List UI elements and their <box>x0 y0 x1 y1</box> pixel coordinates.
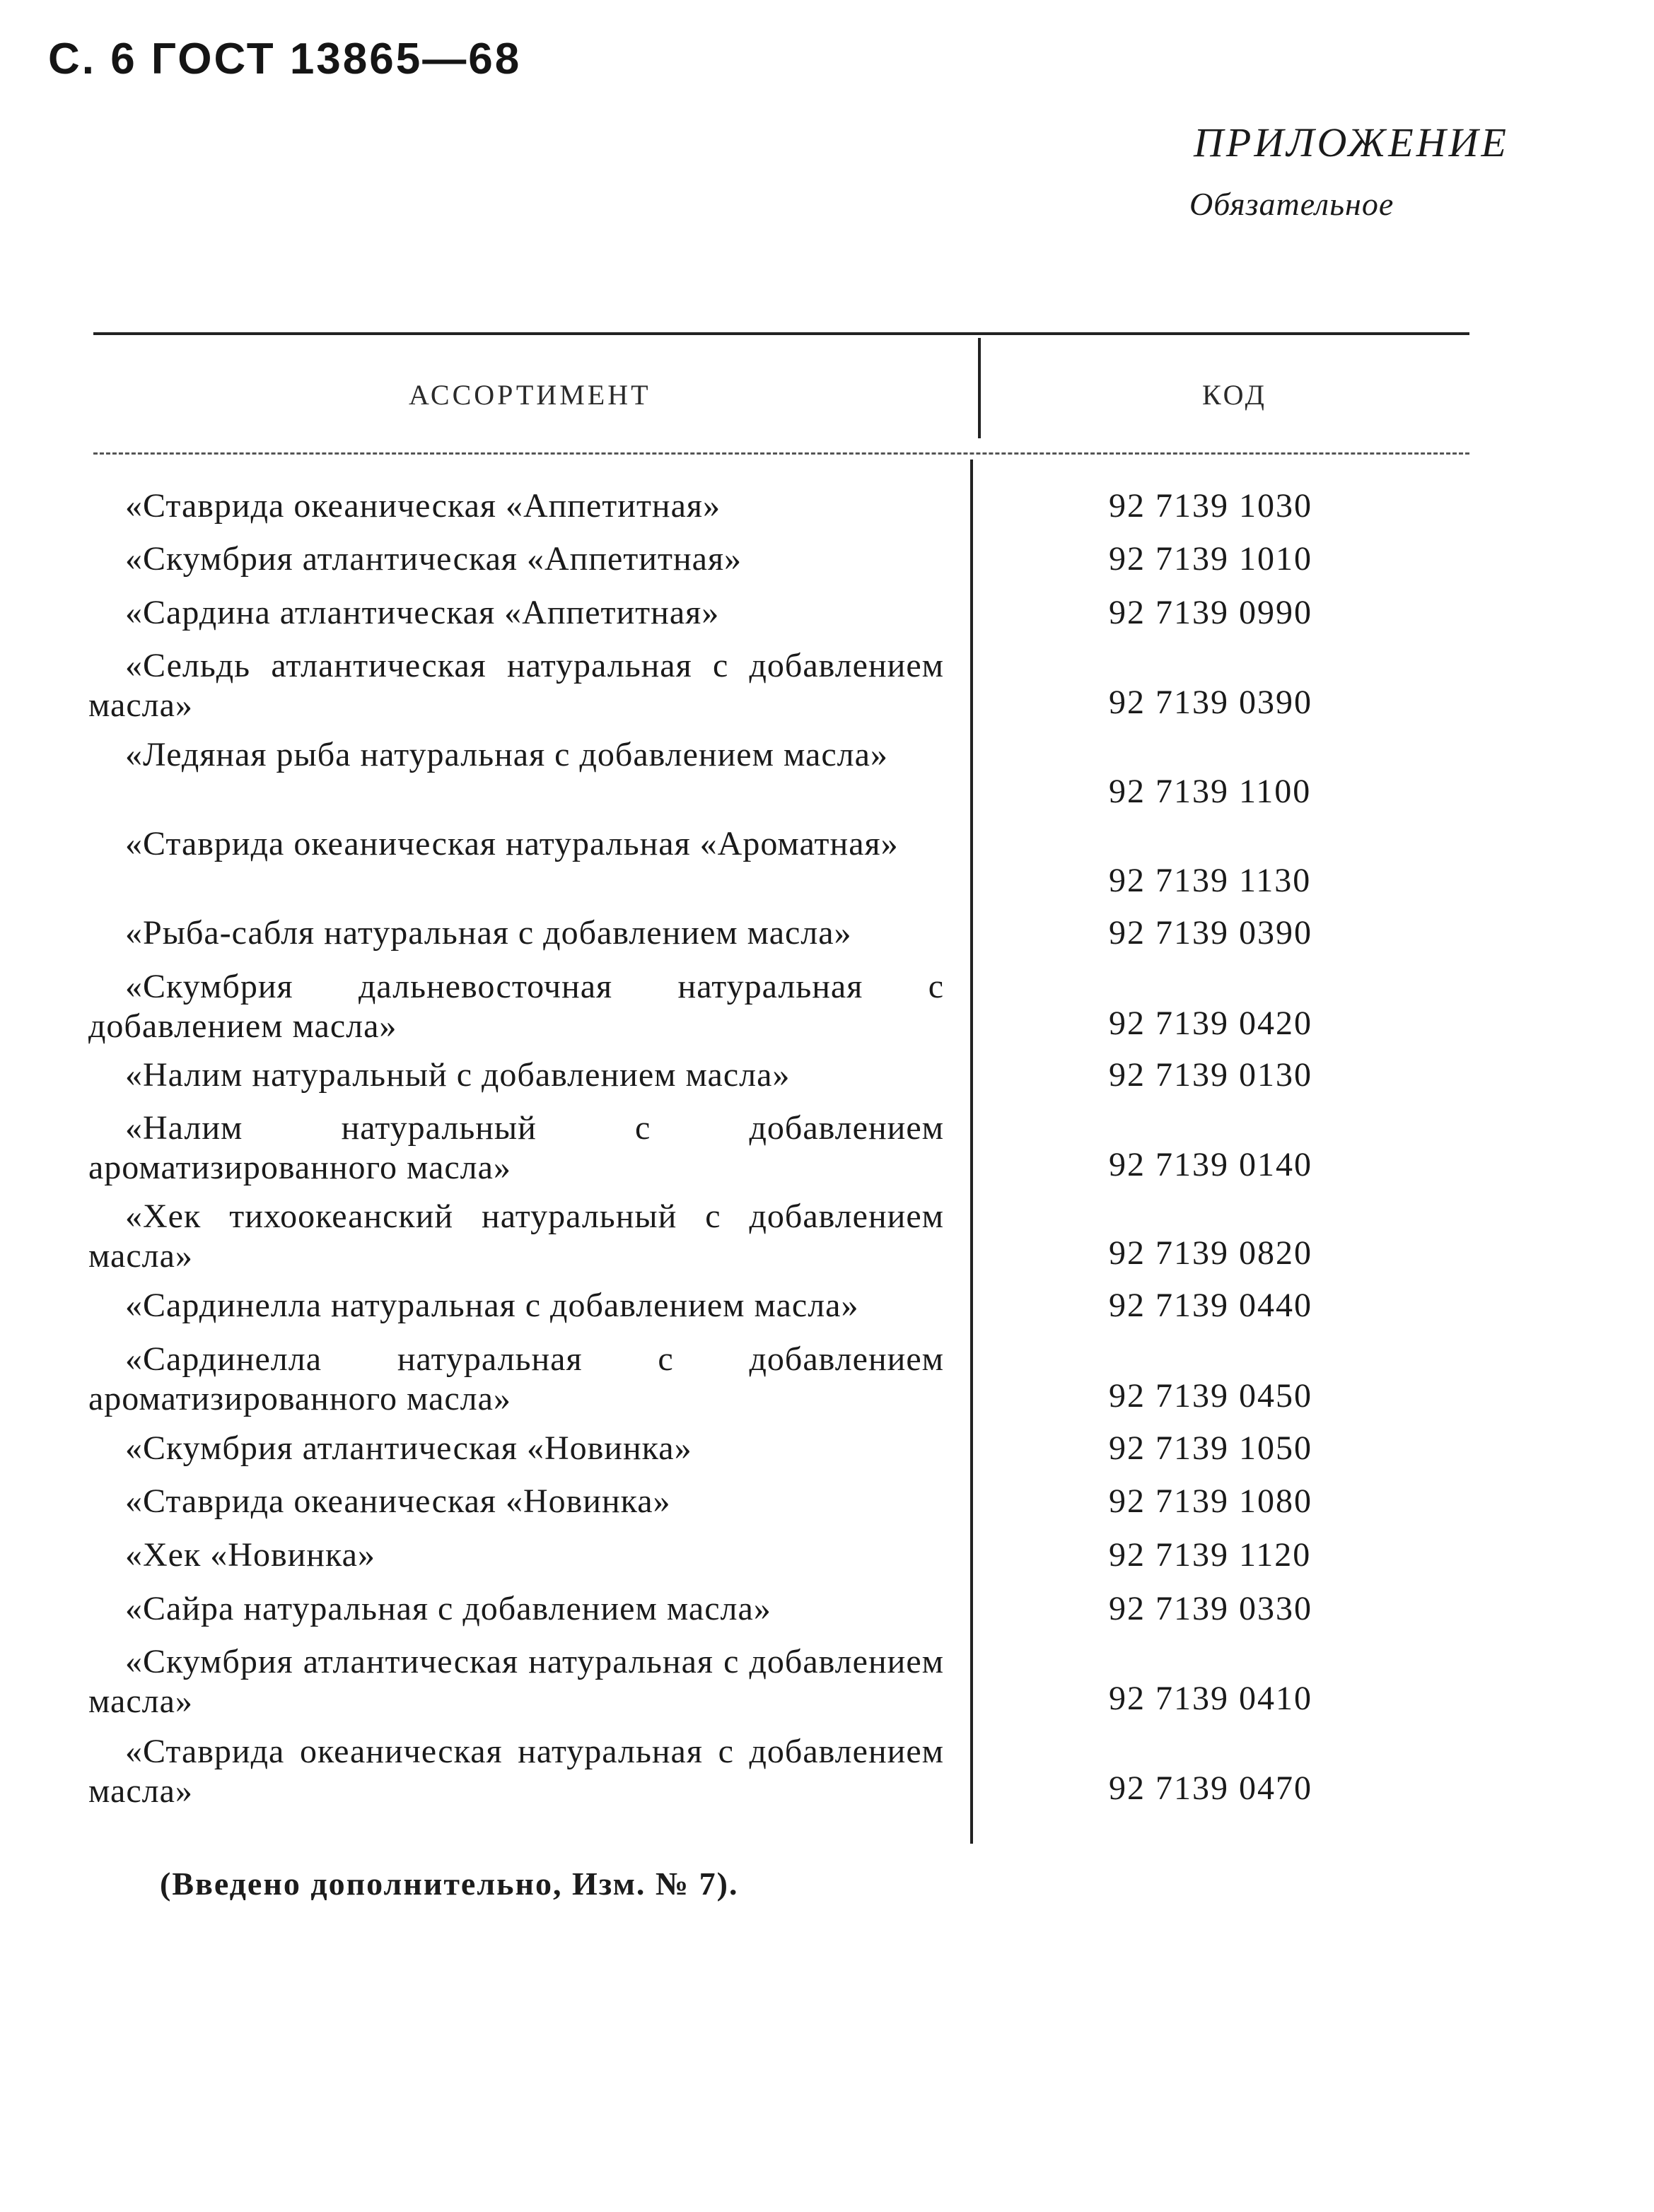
row-code: 92 7139 1130 <box>1109 862 1312 899</box>
row-code: 92 7139 1100 <box>1109 773 1312 810</box>
row-code: 92 7139 1030 <box>1109 487 1312 525</box>
body-column-divider <box>970 460 973 1844</box>
row-code: 92 7139 0410 <box>1109 1680 1312 1717</box>
row-name: «Ставрида океаническая натуральная с добавлением масла» <box>88 1733 944 1810</box>
row-name: «Сардинелла натуральная с добавлением масла» <box>125 1287 859 1324</box>
row-name: «Хек тихоокеанский натуральный с добавлением масла» <box>88 1198 944 1275</box>
row-code: 92 7139 0420 <box>1109 1005 1312 1042</box>
amendment-note: (Введено дополнительно, Изм. № 7). <box>160 1866 739 1902</box>
header-column-divider <box>978 338 981 438</box>
row-name: «Сайра натуральная с добавлением масла» <box>125 1590 771 1627</box>
row-name: «Налим натуральный с добавлением масла» <box>125 1056 791 1094</box>
row-code: 92 7139 1080 <box>1109 1482 1312 1520</box>
column-header-code: КОД <box>1202 379 1267 411</box>
row-code: 92 7139 0440 <box>1109 1287 1312 1324</box>
row-code: 92 7139 1120 <box>1109 1536 1312 1574</box>
table-top-rule <box>93 332 1469 335</box>
row-name: «Сельдь атлантическая натуральная с добавлением масла» <box>88 647 944 724</box>
row-code: 92 7139 0390 <box>1109 914 1312 952</box>
row-code: 92 7139 0390 <box>1109 684 1312 721</box>
row-name: «Налим натуральный с добавлением ароматизированного масла» <box>88 1109 944 1186</box>
row-name: «Ставрида океаническая «Новинка» <box>125 1482 671 1520</box>
row-name: «Скумбрия атлантическая «Новинка» <box>125 1429 692 1467</box>
appendix-subtitle: Обязательное <box>1189 186 1394 222</box>
row-code: 92 7139 0130 <box>1109 1056 1312 1094</box>
row-name: «Ставрида океаническая «Аппетитная» <box>125 487 721 525</box>
row-name: «Сардина атлантическая «Аппетитная» <box>125 594 720 631</box>
row-code: 92 7139 0820 <box>1109 1234 1312 1272</box>
row-name: «Ставрида океаническая натуральная «Ароматная» <box>125 825 899 862</box>
row-code: 92 7139 0990 <box>1109 594 1312 631</box>
row-name: «Хек «Новинка» <box>125 1536 375 1574</box>
row-name: «Сардинелла натуральная с добавлением ароматизированного масла» <box>88 1340 944 1417</box>
row-code: 92 7139 0450 <box>1109 1377 1312 1415</box>
column-header-assortment: АССОРТИМЕНТ <box>409 379 651 411</box>
row-code: 92 7139 0470 <box>1109 1769 1312 1807</box>
row-code: 92 7139 0140 <box>1109 1146 1312 1183</box>
row-code: 92 7139 0330 <box>1109 1590 1312 1627</box>
row-name: «Скумбрия атлантическая натуральная с добавлением масла» <box>88 1643 944 1720</box>
page-header: С. 6 ГОСТ 13865—68 <box>48 35 522 83</box>
appendix-title: ПРИЛОЖЕНИЕ <box>1194 119 1509 165</box>
row-code: 92 7139 1050 <box>1109 1429 1312 1467</box>
row-name: «Ледяная рыба натуральная с добавлением масла» <box>125 736 888 773</box>
row-code: 92 7139 1010 <box>1109 540 1312 578</box>
row-name: «Скумбрия атлантическая «Аппетитная» <box>125 540 742 578</box>
row-name: «Скумбрия дальневосточная натуральная с добавлением масла» <box>88 968 944 1045</box>
row-name: «Рыба-сабля натуральная с добавлением масла» <box>125 914 852 952</box>
table-header-rule <box>93 452 1469 455</box>
